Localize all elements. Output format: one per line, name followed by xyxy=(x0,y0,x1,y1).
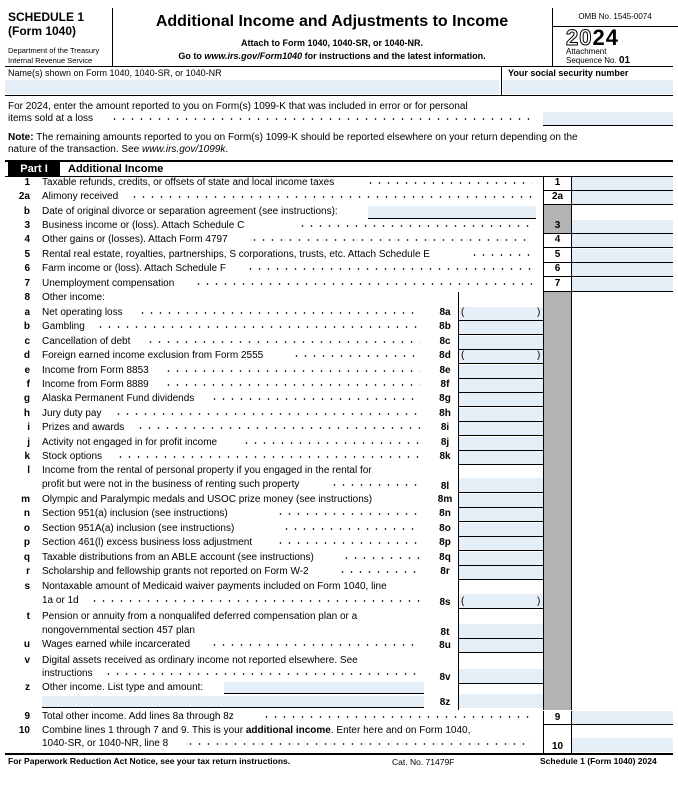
name-field[interactable] xyxy=(5,80,499,94)
line-8m-field[interactable] xyxy=(459,494,543,507)
line-label: Gambling xyxy=(42,321,85,333)
line-label: Income from Form 8889 xyxy=(42,379,149,390)
line-number: 8 xyxy=(24,292,30,303)
line-box-label: 8e xyxy=(439,364,451,376)
line-8s-field[interactable] xyxy=(459,594,543,608)
divorce-date-field[interactable] xyxy=(368,206,536,218)
line-box-label: 4 xyxy=(554,234,561,245)
attach-instruction: Attach to Form 1040, 1040-SR, or 1040-NR. xyxy=(240,38,424,48)
ssn-field[interactable] xyxy=(503,80,673,94)
line-box-label: 6 xyxy=(554,263,561,274)
line-letter: h xyxy=(23,407,30,419)
part-title: Additional Income xyxy=(68,163,164,175)
line-8t-field[interactable] xyxy=(459,624,543,638)
line-8e-row xyxy=(0,364,678,378)
line-8q-row xyxy=(0,551,678,565)
line-letter: m xyxy=(21,494,30,505)
line-8a-row xyxy=(0,306,678,320)
line-letter: b xyxy=(23,321,30,333)
line-box-label: 8c xyxy=(439,335,451,347)
line-letter: f xyxy=(26,379,30,390)
line-8c-field[interactable] xyxy=(459,336,543,349)
form-url-link[interactable]: www.irs.gov/Form1040 xyxy=(204,51,303,61)
line-box-label: 8o xyxy=(439,522,451,534)
line-label: Taxable distributions from an ABLE account (see instructions) xyxy=(42,551,314,563)
line-letter: k xyxy=(24,451,30,462)
line-8l-row: l Income from the rental of personal property if you engaged in the rental for xyxy=(27,465,372,476)
line-8d-row xyxy=(0,349,678,363)
line-number: 3 xyxy=(24,220,30,231)
line-2a-row xyxy=(0,190,678,204)
line-8d-field[interactable] xyxy=(459,350,543,363)
line-9-row: 9 Total other income. Add lines 8a through 8z 9 xyxy=(24,711,561,723)
footer-cat-no: Cat. No. 71479F xyxy=(392,757,455,767)
irs-label: Internal Revenue Service xyxy=(8,56,93,65)
line-box-label: 8g xyxy=(439,393,451,405)
line-8i-field[interactable] xyxy=(459,422,543,435)
line-label: Taxable refunds, credits, or offsets of state and local income taxes xyxy=(42,177,335,188)
line-number: 7 xyxy=(24,278,30,289)
line-box-label: 8d xyxy=(439,350,451,362)
line-8v-row: v Digital assets received as ordinary income not reported elsewhere. See xyxy=(24,655,358,666)
line-number: b xyxy=(23,206,30,217)
1099k-url-link[interactable]: www.irs.gov/1099k xyxy=(141,144,226,155)
name-label: Name(s) shown on Form 1040, 1040-SR, or 1040-NR xyxy=(8,68,222,78)
line-box-label: 2a xyxy=(551,191,564,202)
line-8n-row xyxy=(0,507,678,521)
line-number: 6 xyxy=(24,263,30,274)
line-8g-row xyxy=(0,392,678,406)
line-8g-field[interactable] xyxy=(459,393,543,406)
schedule-label: SCHEDULE 1 xyxy=(8,10,85,24)
line-8f-row xyxy=(0,378,678,392)
line-box-label: 3 xyxy=(554,220,561,231)
line-label: Net operating loss xyxy=(42,307,123,318)
line-box-label: 8m xyxy=(437,494,453,505)
line-letter: o xyxy=(23,522,30,534)
line-letter: r xyxy=(26,566,30,577)
line-8z-type-field-2[interactable] xyxy=(42,696,424,707)
line-10-field[interactable] xyxy=(572,738,673,752)
dept-treasury: Department of the Treasury xyxy=(8,46,100,55)
line-box-label: 5 xyxy=(554,249,561,260)
line-letter: j xyxy=(27,436,30,448)
line-box-label: 8b xyxy=(439,321,451,333)
line-label: Section 951A(a) inclusion (see instructions) xyxy=(42,522,235,534)
line-box-label: 8j xyxy=(440,436,450,448)
line-8j-field[interactable] xyxy=(459,437,543,450)
line-label: Cancellation of debt xyxy=(42,335,131,347)
line-8s-row: s Nontaxable amount of Medicaid waiver payments included on Form 1040, line xyxy=(24,581,387,592)
line-8i-row xyxy=(0,421,678,435)
line-box-label: 8a xyxy=(439,307,451,318)
line-10-row: 10 Combine lines 1 through 7 and 9. This is your additional income. Enter here and on Form 1040, xyxy=(18,725,471,736)
line-label: Alaska Permanent Fund dividends xyxy=(42,393,195,405)
line-8c-row xyxy=(0,335,678,349)
line-label: Olympic and Paralympic medals and USOC prize money (see instructions) xyxy=(42,494,373,505)
line-8h-row xyxy=(0,407,678,421)
tax-year: 2024 xyxy=(566,25,619,50)
line-8r-row xyxy=(0,565,678,579)
line-letter: a xyxy=(24,307,30,318)
line-8q-field[interactable] xyxy=(459,552,543,565)
attachment-label: Attachment xyxy=(566,47,607,56)
page-title: Additional Income and Adjustments to Income xyxy=(155,13,509,30)
line-label: Section 461(l) excess business loss adjustment xyxy=(42,537,253,549)
line-8u-field[interactable] xyxy=(459,639,543,652)
line-box-label: 8p xyxy=(439,537,451,549)
sequence-label: Sequence No. 01 xyxy=(566,55,631,66)
line-7-row xyxy=(0,277,678,291)
line-box-label: 8r xyxy=(440,566,450,577)
line-8f-field[interactable] xyxy=(459,379,543,392)
line-label: Date of original divorce or separation agreement (see instructions): xyxy=(42,206,338,217)
line-letter: c xyxy=(24,335,30,347)
line-label: Income from Form 8853 xyxy=(42,364,149,376)
line-8n-field[interactable] xyxy=(459,508,543,521)
line-letter: q xyxy=(23,551,30,563)
line-box-label: 8h xyxy=(439,407,451,419)
line-8z-row: z Other income. List type and amount: xyxy=(25,682,204,693)
line-3-row xyxy=(0,219,678,233)
line-8m-row xyxy=(0,493,678,507)
line-letter: g xyxy=(23,393,30,405)
line-8h-field[interactable] xyxy=(459,408,543,421)
line-8j-row xyxy=(0,436,678,450)
line-8u-row: u Wages earned while incarcerated 8u xyxy=(23,639,451,651)
line-8-row xyxy=(0,291,678,305)
line-number: 2a xyxy=(18,191,30,202)
footer-paperwork: For Paperwork Reduction Act Notice, see your tax return instructions. xyxy=(8,756,291,766)
line-label: Rental real estate, royalties, partnerships, S corporations, trusts, etc. Attach Schedule E xyxy=(42,249,430,260)
line-8z-amount-field[interactable] xyxy=(459,694,543,708)
line-label: Unemployment compensation xyxy=(42,278,175,289)
intro-line1: For 2024, enter the amount reported to you on Form(s) 1099-K that was included in error or for personal xyxy=(8,101,468,112)
line-label: Farm income or (loss). Attach Schedule F xyxy=(42,263,226,274)
note-line1: Note: The remaining amounts reported to you on Form(s) 1099-K should be reported elsewhere on your return depending on the xyxy=(8,132,578,143)
line-5-row xyxy=(0,248,678,262)
line-label: Prizes and awards xyxy=(42,422,125,434)
line-8z-type-field-1[interactable] xyxy=(224,682,424,693)
line-label: Business income or (loss). Attach Schedule C xyxy=(42,220,245,231)
note-line2: nature of the transaction. See www.irs.gov/1099k. xyxy=(8,144,229,155)
line-8o-row xyxy=(0,522,678,536)
line-8b-row xyxy=(0,320,678,334)
line-8r-field[interactable] xyxy=(459,566,543,579)
line-8l-field[interactable] xyxy=(459,478,543,492)
line-label: Scholarship and fellowship grants not reported on Form W-2 xyxy=(42,566,309,577)
line-label: Section 951(a) inclusion (see instructions) xyxy=(42,508,228,520)
line-label: Other income: xyxy=(42,292,105,303)
line-letter: n xyxy=(23,508,30,520)
footer-form-name: Schedule 1 (Form 1040) 2024 xyxy=(540,756,657,766)
line-letter: i xyxy=(27,422,30,434)
line-label: Alimony received xyxy=(42,191,119,202)
line-8k-row xyxy=(0,450,678,464)
line-1-row xyxy=(0,176,678,190)
line-label: Stock options xyxy=(42,451,103,462)
line-box-label: 1 xyxy=(554,177,561,188)
line-8p-field[interactable] xyxy=(459,537,543,550)
line-8k-field[interactable] xyxy=(459,451,543,464)
line-label: Foreign earned income exclusion from Form 2555 xyxy=(42,350,264,362)
form-1099k-amount-field[interactable] xyxy=(543,112,673,125)
part-label: Part I xyxy=(8,162,60,176)
line-4-row xyxy=(0,233,678,247)
omb-number: OMB No. 1545-0074 xyxy=(578,12,652,21)
ssn-label: Your social security number xyxy=(508,68,629,78)
line-box-label: 8q xyxy=(439,551,451,563)
line-box-label: 7 xyxy=(554,278,561,289)
line-label: Jury duty pay xyxy=(42,407,102,419)
line-box-label: 8k xyxy=(439,451,451,462)
line-label: Other gains or (losses). Attach Form 4797 xyxy=(42,234,228,245)
line-b-row xyxy=(0,205,678,219)
line-letter: e xyxy=(24,364,30,376)
intro-line2: items sold at a loss xyxy=(8,113,94,124)
line-8p-row xyxy=(0,536,678,550)
line-8b-field[interactable] xyxy=(459,321,543,334)
line-8t-row: t Pension or annuity from a nonqualifed deferred compensation plan or a xyxy=(26,611,358,622)
line-9-field[interactable] xyxy=(572,711,673,724)
form-label: (Form 1040) xyxy=(8,24,77,38)
line-label: Activity not engaged in for profit income xyxy=(42,436,218,448)
goto-instruction: Go to www.irs.gov/Form1040 for instructions and the latest information. xyxy=(178,51,486,61)
line-number: 1 xyxy=(24,177,30,188)
line-number: 4 xyxy=(24,234,30,245)
line-letter: d xyxy=(23,350,30,362)
line-box-label: 8f xyxy=(440,379,450,390)
line-box-label: 8i xyxy=(440,422,450,434)
line-6-row xyxy=(0,262,678,276)
line-letter: p xyxy=(23,537,30,549)
line-number: 5 xyxy=(24,249,30,260)
line-8e-field[interactable] xyxy=(459,365,543,378)
line-8a-field[interactable] xyxy=(459,307,543,320)
line-box-label: 8n xyxy=(439,508,451,520)
line-8o-field[interactable] xyxy=(459,523,543,536)
